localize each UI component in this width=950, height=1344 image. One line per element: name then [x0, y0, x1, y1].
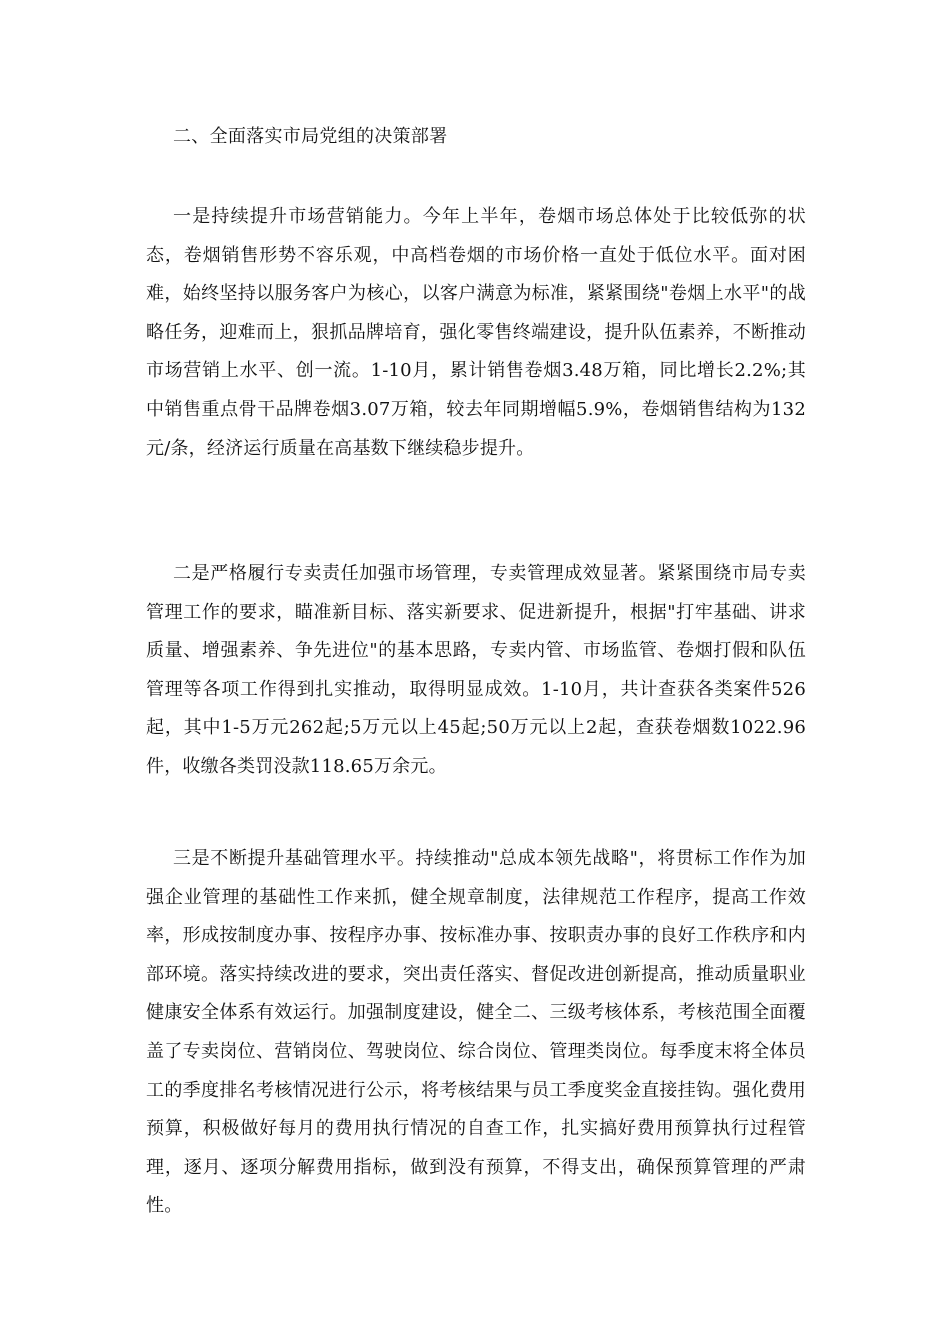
paragraph-basic-management: 三是不断提升基础管理水平。持续推动"总成本领先战略"，将贯标工作作为加强企业管理的基础性工作来抓，健全规章制度，法律规范工作程序，提高工作效率，形成按制度办事、按程序办事、按标准办事、按职责办事的良好工作秩序和内部环境。落实持续改进的要求，突出责任落实、督促改进创新提高，推动质量职业健康安全体系有效运行。加强制度建设，健全二、三级考核体系，考核范围全面覆盖了专卖岗位、营销岗位、驾驶岗位、综合岗位、管理类岗位。每季度末将全体员工的季度排名考核情况进行公示，将考核结果与员工季度奖金直接挂钩。强化费用预算，积极做好每月的费用执行情况的自查工作，扎实搞好费用预算执行过程管理，逐月、逐项分解费用指标，做到没有预算，不得支出，确保预算管理的严肃性。: [146, 848, 806, 1217]
paragraph-monopoly-management: 二是严格履行专卖责任加强市场管理，专卖管理成效显著。紧紧围绕市局专卖管理工作的要求，瞄准新目标、落实新要求、促进新提升，根据"打牢基础、讲求质量、增强素养、争先进位"的基本思路，专卖内管、市场监管、卷烟打假和队伍管理等各项工作得到扎实推动，取得明显成效。1-10月，共计查获各类案件526起，其中1-5万元262起;5万元以上45起;50万元以上2起，查获卷烟数1022.96件，收缴各类罚没款118.65万余元。: [146, 563, 806, 777]
section-heading: 二、全面落实市局党组的决策部署: [173, 126, 448, 147]
paragraph-marketing: 一是持续提升市场营销能力。今年上半年，卷烟市场总体处于比较低弥的状态，卷烟销售形势不容乐观，中高档卷烟的市场价格一直处于低位水平。面对困难，始终坚持以服务客户为核心，以客户满意为标准，紧紧围绕"卷烟上水平"的战略任务，迎难而上，狠抓品牌培育，强化零售终端建设，提升队伍素养，不断推动市场营销上水平、创一流。1-10月，累计销售卷烟3.48万箱，同比增长2.2%;其中销售重点骨干品牌卷烟3.07万箱，较去年同期增幅5.9%，卷烟销售结构为132元/条，经济运行质量在高基数下继续稳步提升。: [146, 206, 806, 459]
